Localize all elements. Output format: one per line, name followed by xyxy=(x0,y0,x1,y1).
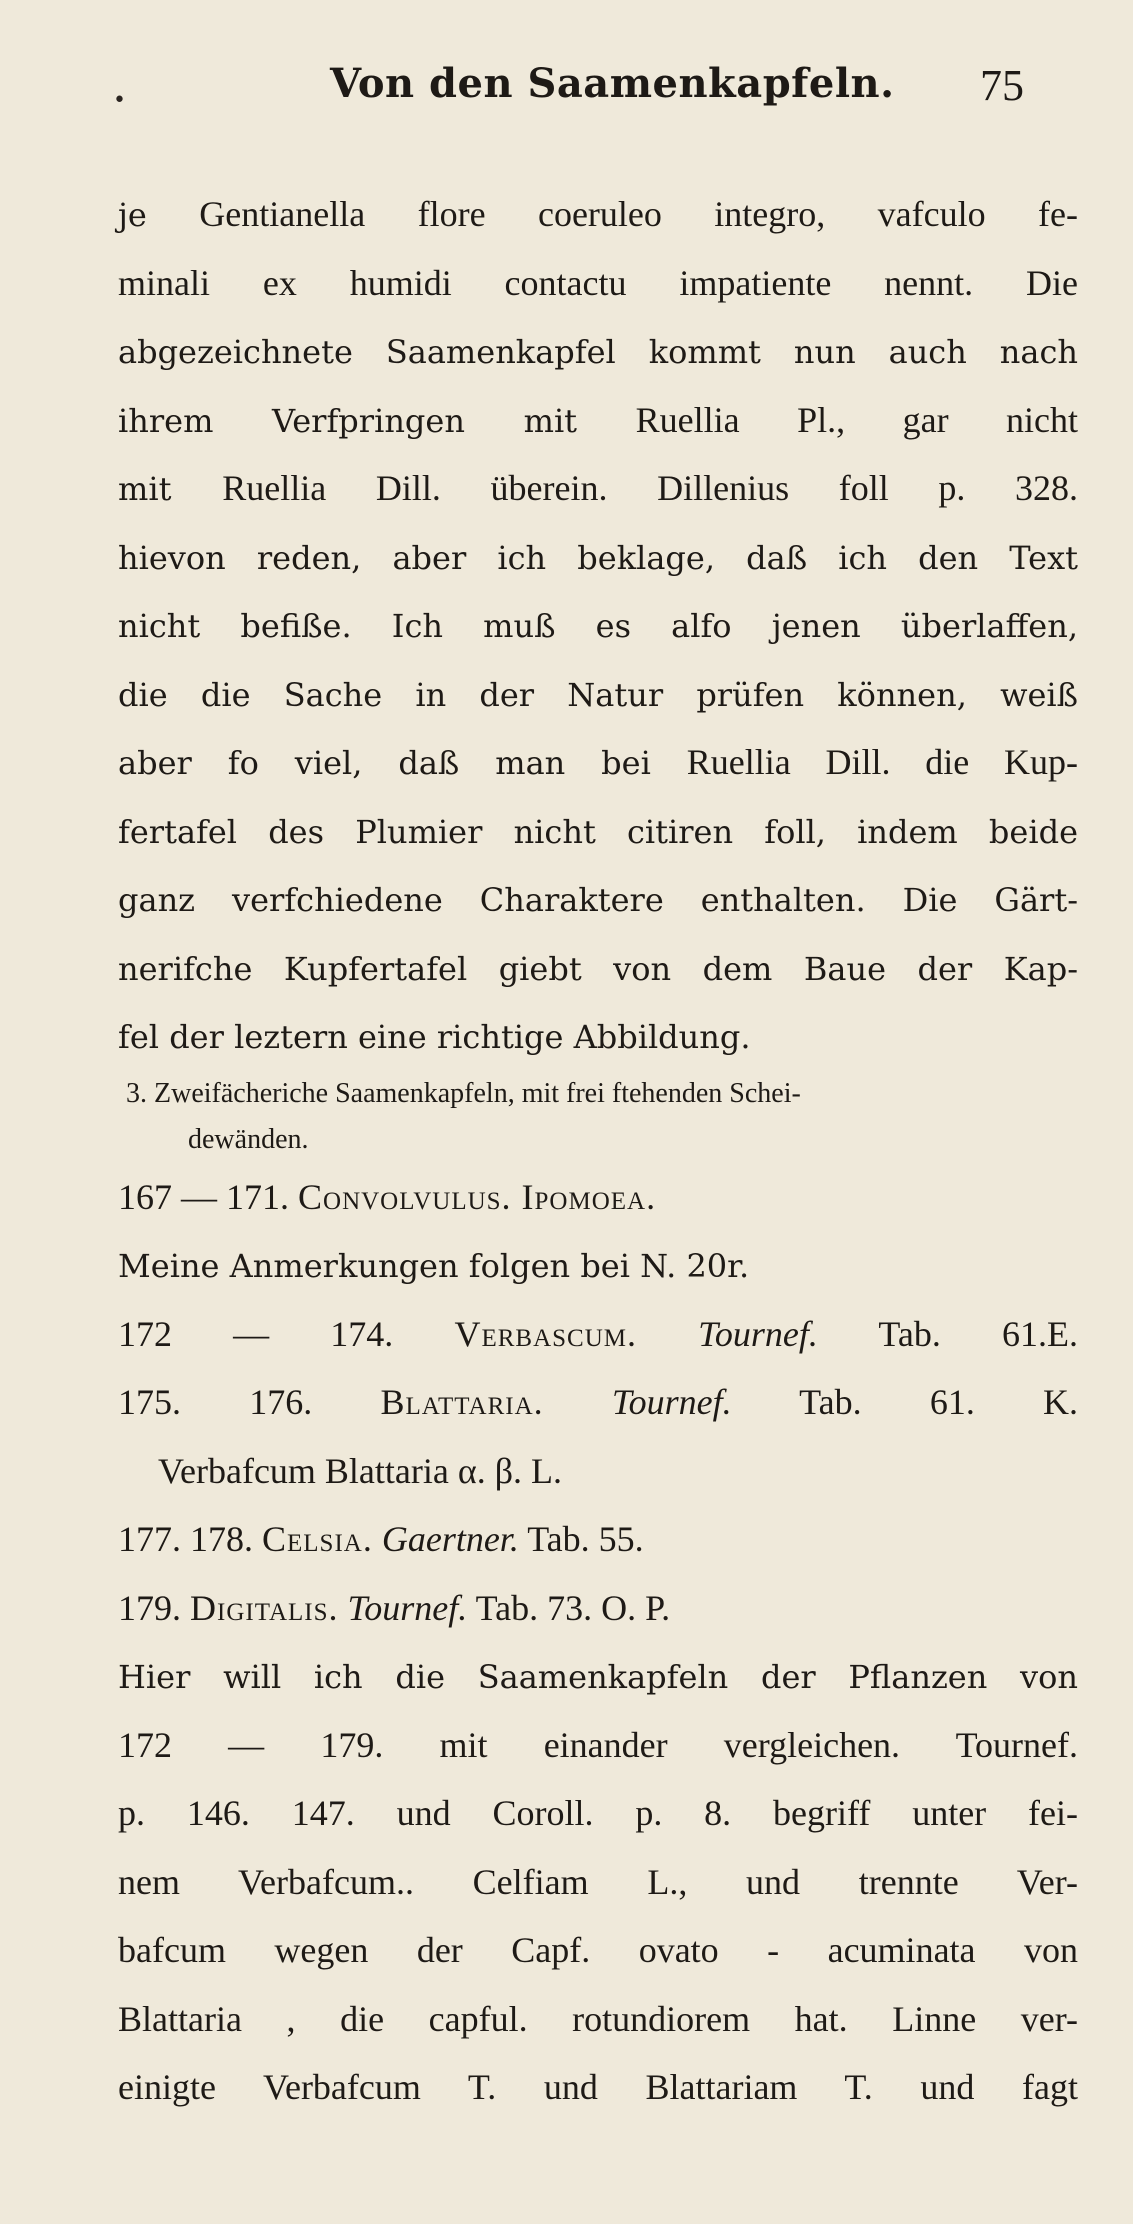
running-head: Von den Saamenkapfeln. xyxy=(330,60,895,107)
entry-blattaria: 175. 176. Blattaria. Tournef. Tab. 61. K. xyxy=(118,1382,1079,1422)
page-number: 75 xyxy=(980,61,1024,110)
text-line: ihrem Verfpringen mit Ruellia Pl., gar nicht xyxy=(118,399,1079,440)
entry-digitalis: 179. Digitalis. Tournef. Tab. 73. O. P. xyxy=(118,1587,671,1628)
text-line: aber fo viel, daß man bei Ruellia Dill. die Kup- xyxy=(118,742,1079,782)
text-line: hievon reden, aber ich beklage, daß ich den Text xyxy=(118,538,1078,577)
text-line: bafcum wegen der Capf. ovato - acuminata von xyxy=(118,1930,1078,1970)
entry-convolvulus: 167 — 171. Convolvulus. Ipomoea. xyxy=(118,1176,657,1217)
entry-verbascum: 172 — 174. Verbascum. Tournef. Tab. 61.E. xyxy=(118,1313,1079,1354)
text-line: Blattaria , die capful. rotundiorem hat. Linne ver- xyxy=(118,1998,1078,2039)
text-line: minali ex humidi contactu impatiente nennt. Die xyxy=(118,262,1078,303)
page-header xyxy=(0,58,1133,148)
entry-text: Meine Anmerkungen folgen bei N. 20r. xyxy=(118,1247,750,1285)
text-line: je Gentianella flore coeruleo integro, vafculo fe- xyxy=(118,194,1078,234)
text-line: p. 146. 147. und Coroll. p. 8. begriff unter fei- xyxy=(118,1793,1078,1833)
text-line: Hier will ich die Saamenkapfeln der Pflanzen von xyxy=(118,1658,1078,1696)
entry-celsia: 177. 178. Celsia. Gaertner. Tab. 55. xyxy=(118,1519,644,1559)
entry-blattaria-synonym: Verbafcum Blattaria α. β. L. xyxy=(158,1450,563,1491)
text-line: nerifche Kupfertafel giebt von dem Baue der Kap- xyxy=(118,949,1078,988)
text-line: ganz verfchiedene Charaktere enthalten. Die Gärt- xyxy=(118,881,1078,919)
text-line: nem Verbafcum.. Celfiam L., und trennte Ver- xyxy=(118,1861,1078,1902)
text-line: die die Sache in der Natur prüfen können, weiß xyxy=(118,675,1078,714)
section-note-cont: dewänden. xyxy=(188,1123,309,1155)
text-line: 172 — 179. mit einander vergleichen. Tournef. xyxy=(118,1724,1078,1765)
text-line: nicht befiße. Ich muß es alfo jenen überlaffen, xyxy=(118,607,1078,645)
text-line: fertafel des Plumier nicht citiren foll, indem beide xyxy=(118,812,1078,851)
section-note: 3. Zweifächeriche Saamenkapfeln, mit frei ftehenden Schei- xyxy=(126,1077,801,1109)
page-body xyxy=(118,180,1078,2122)
margin-mark: • xyxy=(113,88,126,113)
text-line: abgezeichnete Saamenkapfel kommt nun auch nach xyxy=(118,333,1078,371)
text-line: einigte Verbafcum T. und Blattariam T. und fagt xyxy=(118,2067,1078,2107)
text-line: fel der leztern eine richtige Abbildung. xyxy=(118,1018,751,1056)
text-line: mit Ruellia Dill. überein. Dillenius foll p. 328. xyxy=(118,468,1078,508)
